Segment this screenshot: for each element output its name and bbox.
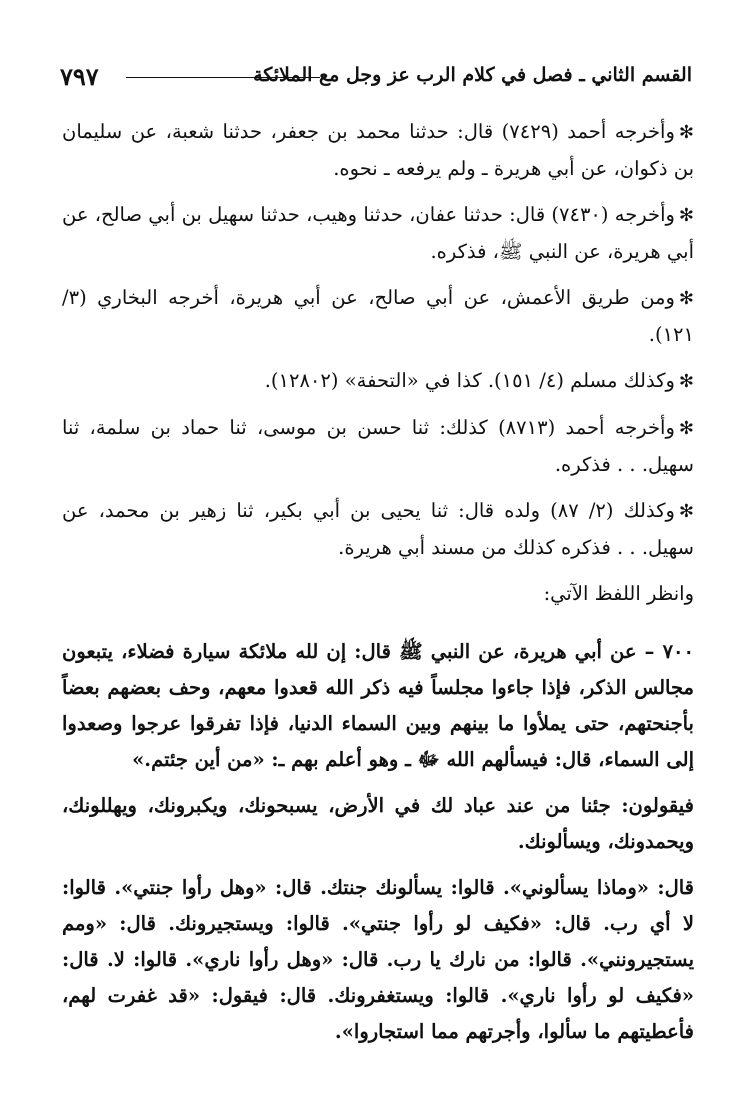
header-rule <box>126 77 320 78</box>
star-bullet-icon: ✻ <box>678 288 694 309</box>
hadith-dialogue: قال: «وماذا يسألوني». قالوا: يسألونك جنتك. قال: «وهل رأوا جنتي». قالوا: لا أي رب. قال: «فكيف لو رأوا جنتي». قالوا: ويستجيرونك. قال: «ومم يستجيرونني». قالوا: من نارك يا رب. قال: «وهل رأوا ناري». قالوا: لا. قال: «فكيف لو رأوا ناري». قالوا: ويستغفرونك. قال: فيقول: «قد غفرت لهم، فأعطيتهم ما سألوا، وأجرتهم مما استجاروا». <box>62 876 694 1043</box>
hadith-text: ٧٠٠ – عن أبي هريرة، عن النبي ﷺ قال: إن لله ملائكة سيارة فضلاء، يتبعون مجالس الذكر، فإذا جاءوا مجلساً فيه ذكر الله قعدوا معهم، وحف بعضهم بعضاً بأجنحتهم، حتى يملأوا ما بينهم وبين السماء الدنيا، فإذا تفرقوا عرجوا وصعدوا إلى السماء، قال: فيسألهم الله ﷻ ـ وهو أعلم بهم ـ: «من أين جئتم.» <box>62 640 694 771</box>
star-bullet-icon: ✻ <box>678 205 694 226</box>
star-bullet-icon: ✻ <box>678 122 694 143</box>
page-body <box>62 114 694 1060</box>
commentary-paragraph: ✻وأخرجه (٧٤٣٠) قال: حدثنا عفان، حدثنا وهيب، حدثنا سهيل بن أبي صالح، عن أبي هريرة، عن النبي ﷺ، فذكره. <box>62 203 694 263</box>
commentary-paragraph: ✻ومن طريق الأعمش، عن أبي صالح، عن أبي هريرة، أخرجه البخاري (٣/ ١٢١). <box>62 286 694 346</box>
hadith-continuation: فيقولون: جئنا من عند عباد لك في الأرض، يسبحونك، ويكبرونك، ويهللونك، ويحمدونك، ويسألونك. <box>62 794 694 853</box>
see-also-line: وانظر اللفظ الآتي: <box>543 582 694 605</box>
commentary-paragraph: ✻وأخرجه أحمد (٧٤٢٩) قال: حدثنا محمد بن جعفر، حدثنا شعبة، عن سليمان بن ذكوان، عن أبي هريرة ـ ولم يرفعه ـ نحوه. <box>62 120 694 180</box>
star-bullet-icon: ✻ <box>678 418 694 439</box>
page-number: ٧٩٧ <box>60 62 99 91</box>
commentary-paragraph: ✻وكذلك مسلم (٤/ ١٥١). كذا في «التحفة» (١٢٨٠٢). <box>264 369 694 392</box>
star-bullet-icon: ✻ <box>678 501 695 522</box>
commentary-paragraph: ✻وكذلك (٢/ ٨٧) ولده قال: ثنا يحيى بن أبي بكير، ثنا زهير بن محمد، عن سهيل. . . فذكره كذلك من مسند أبي هريرة. <box>62 499 695 559</box>
star-bullet-icon: ✻ <box>678 371 694 392</box>
running-title: القسم الثاني ـ فصل في كلام الرب عز وجل مع الملائكة <box>253 64 692 86</box>
commentary-paragraph: ✻وأخرجه أحمد (٨٧١٣) كذلك: ثنا حسن بن موسى، ثنا حماد بن سلمة، ثنا سهيل. . . فذكره. <box>62 416 694 476</box>
page-header <box>60 62 692 96</box>
